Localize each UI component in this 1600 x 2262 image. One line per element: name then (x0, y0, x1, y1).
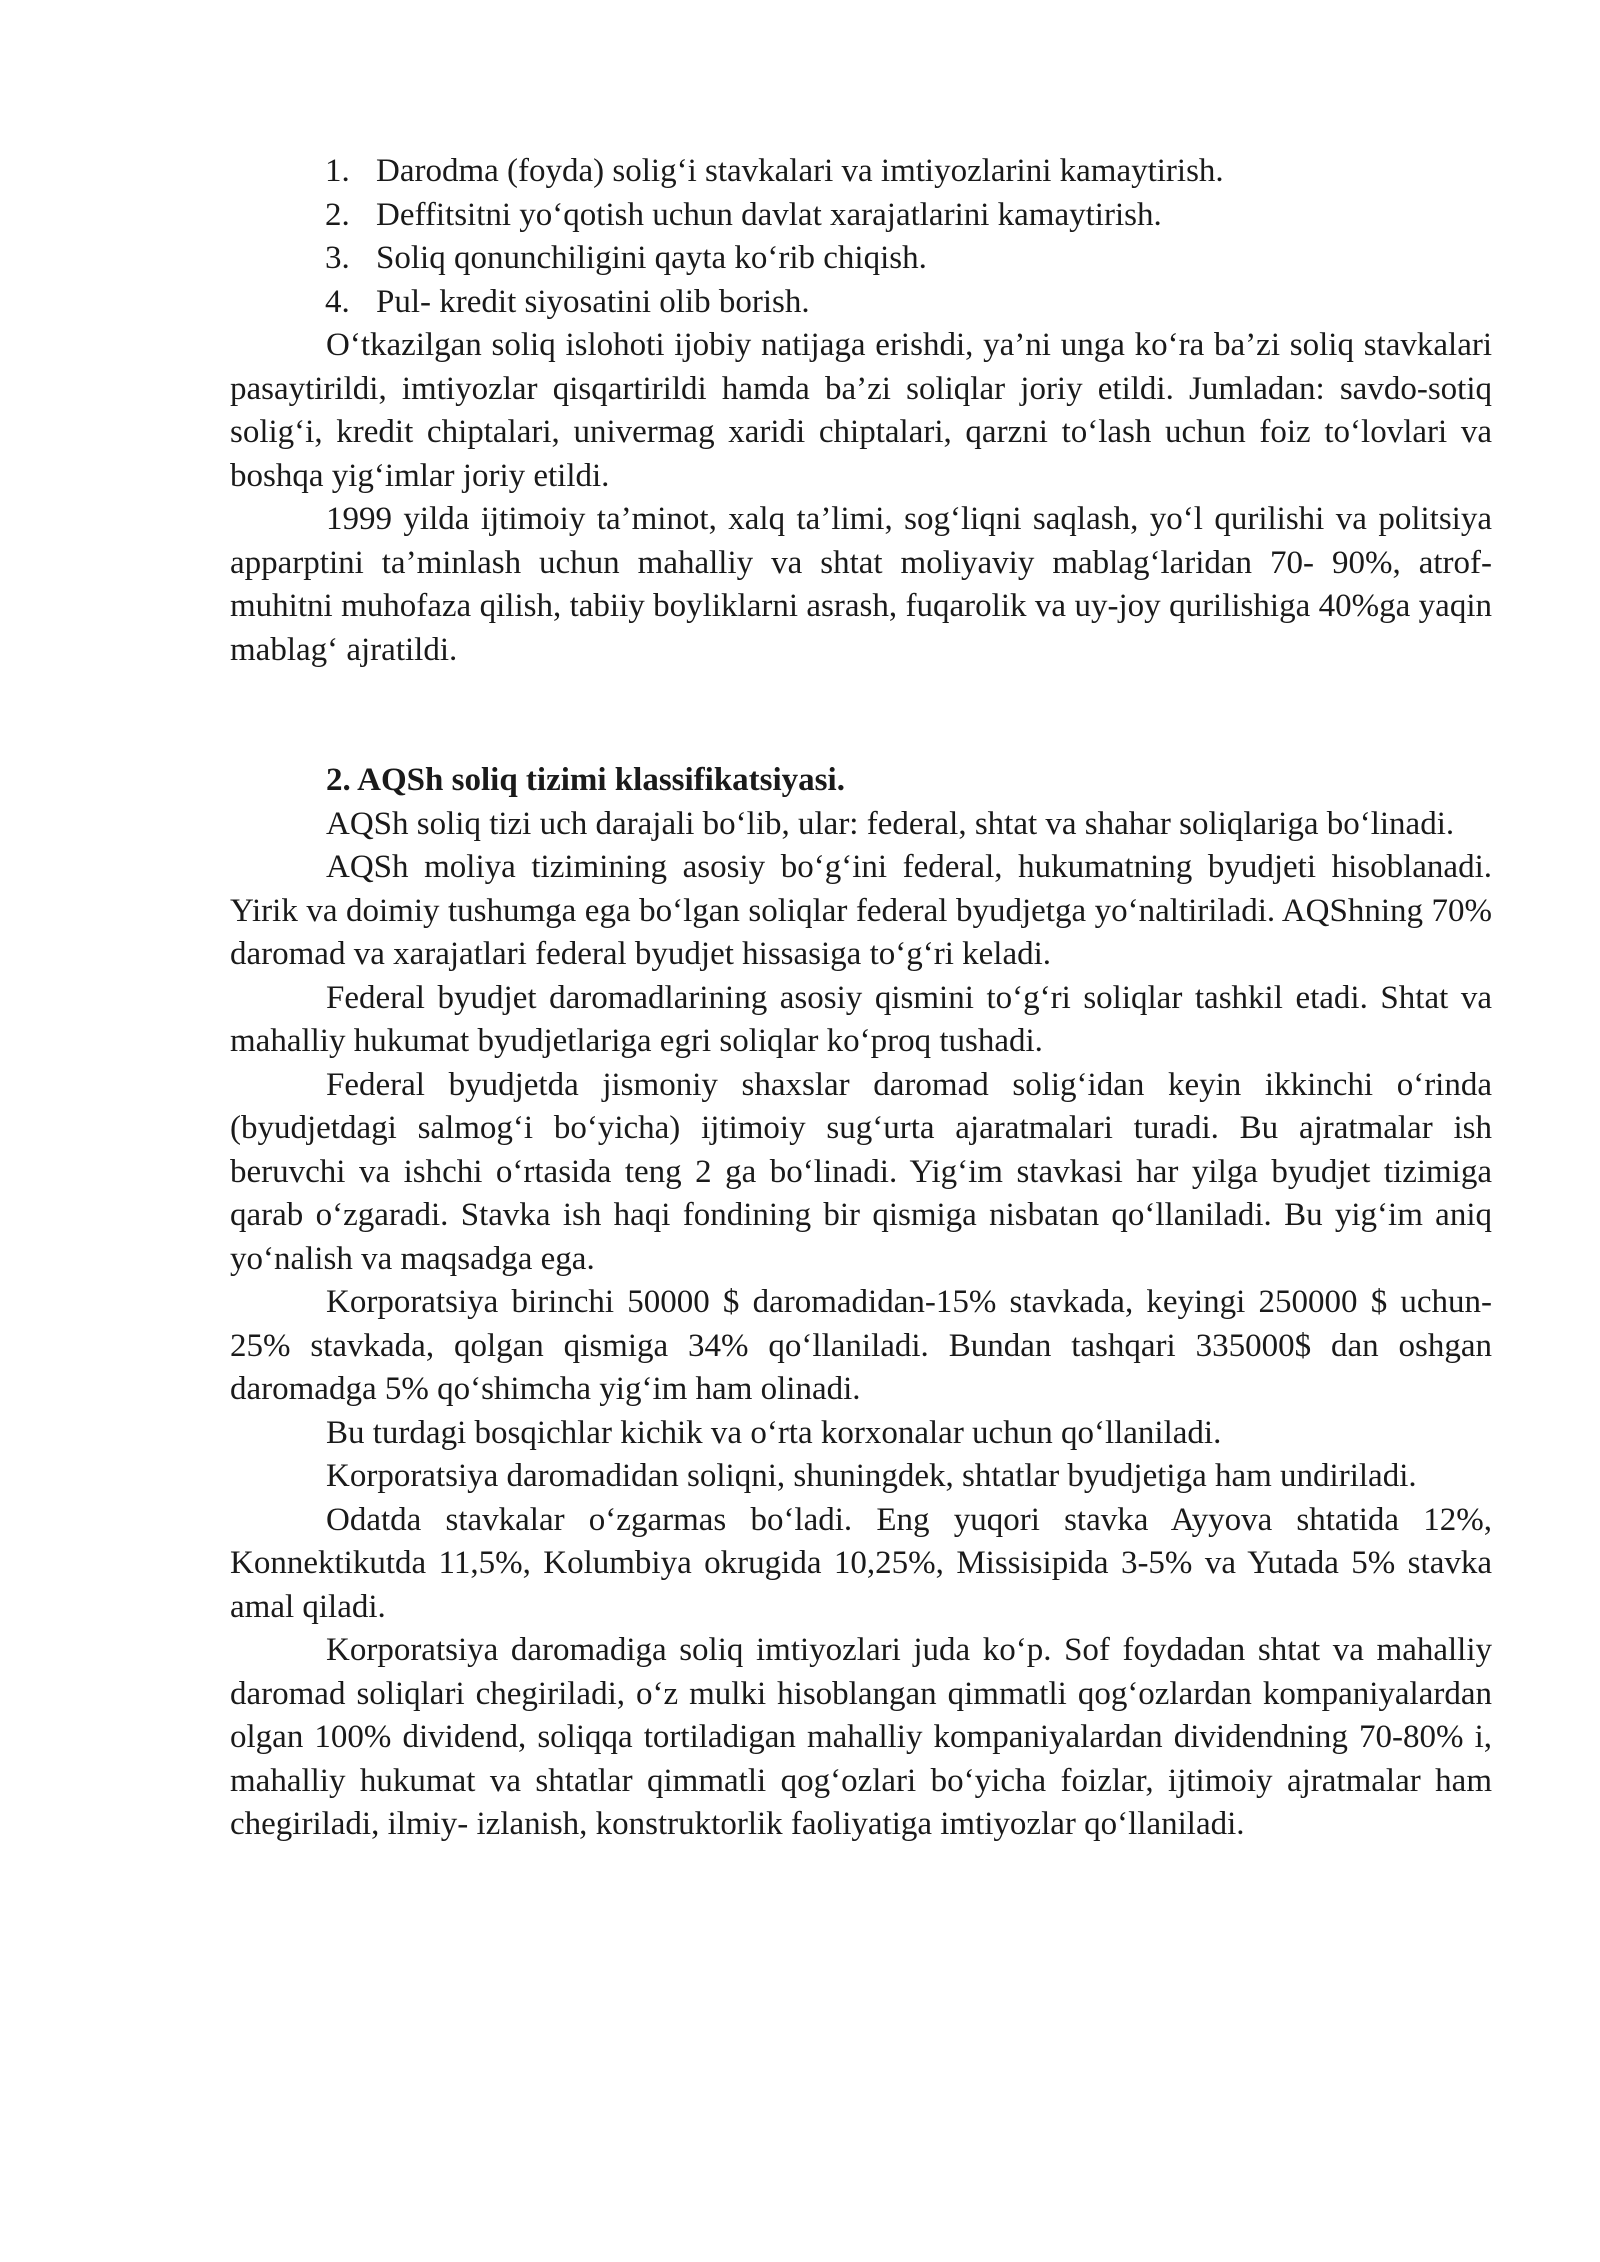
paragraph-1999-funding: 1999 yilda ijtimoiy ta’minot, xalq ta’limi, sog‘liqni saqlash, yo‘l qurilishi va politsiya apparptini ta’minlash uchun mahalliy va shtat moliyaviy mablag‘laridan 70- 90%, atrof-muhitni muhofaza qilish, tabiiy boyliklarni asrash, fuqarolik va uy-joy qurilishiga 40%ga yaqin mablag‘ ajratildi. (230, 501, 1492, 668)
paragraph-tax-levels: AQSh soliq tizi uch darajali bo‘lib, ular: federal, shtat va shahar soliqlariga bo‘linadi. (326, 805, 1455, 842)
list-item-text: Deffitsitni yo‘qotish uchun davlat xarajatlarini kamaytirish. (376, 196, 1162, 233)
paragraph-reform-results: O‘tkazilgan soliq islohoti ijobiy natijaga erishdi, ya’ni unga ko‘ra ba’zi soliq stavkalari pasaytirildi, imtiyozlar qisqartirildi hamda ba’zi soliqlar joriy etildi. Jumladan: savdo-sotiq solig‘i, kredit chiptalari, univermag xaridi chiptalari, qarzni to‘lash uchun foiz to‘lovlari va boshqa yig‘imlar joriy etildi. (230, 327, 1492, 494)
list-item-number: 4. (325, 283, 350, 320)
paragraph-federal-revenue: Federal byudjet daromadlarining asosiy qismini to‘g‘ri soliqlar tashkil etadi. Shtat va mahalliy hukumat byudjetlariga egri soliqlar ko‘proq tushadi. (230, 979, 1492, 1059)
section-heading: 2. AQSh soliq tizimi klassifikatsiyasi. (326, 762, 845, 798)
list-item-number: 1. (325, 153, 350, 189)
paragraph-tax-benefits: Korporatsiya daromadiga soliq imtiyozlari juda ko‘p. Sof foydadan shtat va mahalliy daromad soliqlari chegiriladi, o‘z mulki hisoblangan qimmatli qog‘ozlardan kompaniyalardan olgan 100% dividend, soliqqa tortiladigan mahalliy kompaniyalardan dividendning 70-80% i, mahalliy hukumat va shtatlar qimmatli qog‘ozlari bo‘yicha foizlar, ijtimoiy ajratmalar ham chegiriladi, ilmiy- izlanish, konstruktorlik faoliyatiga imtiyozlar qo‘llaniladi. (230, 1632, 1492, 1842)
list-item (230, 237, 1492, 281)
list-item-number: 3. (325, 240, 350, 276)
list-item (230, 194, 1492, 238)
paragraph-federal-budget: AQSh moliya tizimining asosiy bo‘g‘ini federal, hukumatning byudjeti hisoblanadi. Yirik va doimiy tushumga ega bo‘lgan soliqlar federal byudjetga yo‘naltiriladi. AQShning 70% daromad va xarajatlari federal byudjet hissasiga to‘g‘ri keladi. (230, 849, 1492, 972)
paragraph-small-business: Bu turdagi bosqichlar kichik va o‘rta korxonalar uchun qo‘llaniladi. (326, 1414, 1222, 1451)
paragraph-social-insurance: Federal byudjetda jismoniy shaxslar daromad solig‘idan keyin ikkinchi o‘rinda (byudjetdagi salmog‘i bo‘yicha) ijtimoiy sug‘urta ajaratmalari turadi. Bu ajratmalar ish beruvchi va ishchi o‘rtasida teng 2 ga bo‘linadi. Yig‘im stavkasi har yilga byudjet tizimiga qarab o‘zgaradi. Stavka ish haqi fondining bir qismiga nisbatan qo‘llaniladi. Bu yig‘im aniq yo‘nalish va maqsadga ega. (230, 1066, 1492, 1277)
list-item-number: 2. (325, 196, 350, 233)
document-page (230, 150, 1492, 1847)
paragraph-state-levy: Korporatsiya daromadidan soliqni, shuningdek, shtatlar byudjetiga ham undiriladi. (326, 1458, 1417, 1494)
numbered-list (230, 150, 1492, 324)
list-item (230, 281, 1492, 325)
list-item-text: Darodma (foyda) solig‘i stavkalari va imtiyozlarini kamaytirish. (376, 153, 1224, 189)
paragraph-state-rates: Odatda stavkalar o‘zgarmas bo‘ladi. Eng yuqori stavka Ayyova shtatida 12%, Konnektikutda 11,5%, Kolumbiya okrugida 10,25%, Missisipida 3-5% va Yutada 5% stavka amal qiladi. (230, 1501, 1492, 1625)
list-item-text: Soliq qonunchiligini qayta ko‘rib chiqish. (376, 240, 927, 276)
paragraph-corporate-rates: Korporatsiya birinchi 50000 $ daromadidan-15% stavkada, keyingi 250000 $ uchun-25% stavkada, qolgan qismiga 34% qo‘llaniladi. Bundan tashqari 335000$ dan oshgan daromadga 5% qo‘shimcha yig‘im ham olinadi. (230, 1284, 1492, 1407)
list-item-text: Pul- kredit siyosatini olib borish. (376, 283, 810, 320)
list-item (230, 150, 1492, 194)
